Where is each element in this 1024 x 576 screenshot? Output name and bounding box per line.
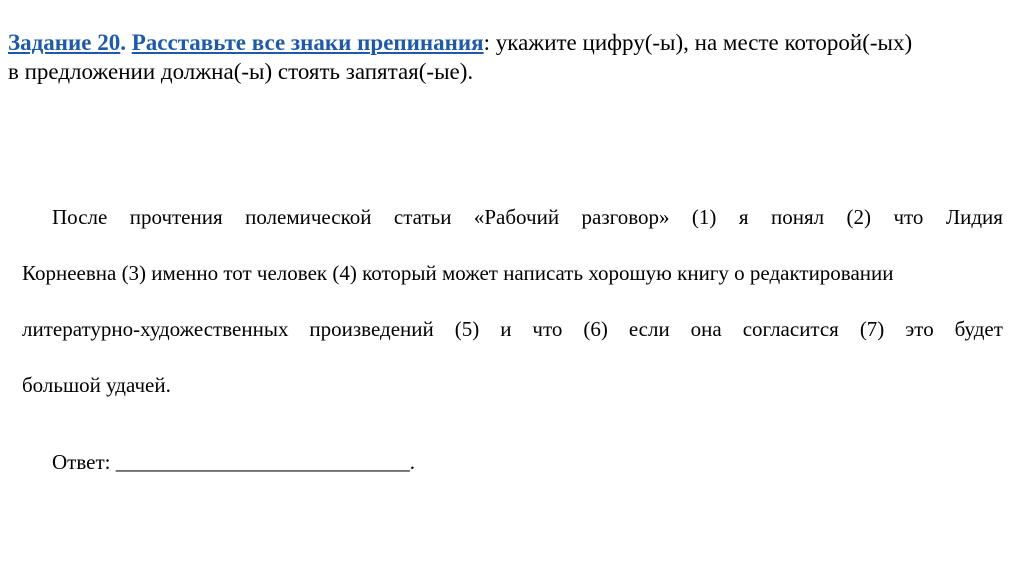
sentence-line-3 [22, 311, 1003, 367]
sentence-line-1-word: я [738, 205, 749, 229]
sentence-line-3-word: согласится [742, 317, 839, 341]
sentence-line-3-word: произведений [309, 317, 434, 341]
answer-row [52, 444, 415, 480]
sentence-line-1-word: Лидия [945, 205, 1003, 229]
header-line-2: в предложении должна(-ы) стоять запятая(-ые). [8, 59, 474, 84]
sentence-line-3-word: это [905, 317, 934, 341]
header-line-1 [8, 28, 1018, 57]
task-header [8, 28, 1018, 86]
sentence-line-1-word: прочтения [129, 205, 223, 229]
sentence-line-3-word: будет [954, 317, 1003, 341]
sentence-line-1-word: статьи [393, 205, 452, 229]
task-sentence [22, 199, 1003, 423]
sentence-line-1-word: понял [770, 205, 825, 229]
task-number-dot: . [120, 30, 126, 55]
instruction-link[interactable]: Расставьте все знаки препинания [131, 30, 484, 55]
sentence-line-2: Корнеевна (3) именно тот человек (4) который может написать хорошую книгу о редактировании [22, 261, 894, 285]
sentence-line-3-word: если [628, 317, 670, 341]
task-number-link[interactable]: Задание 20 [8, 30, 121, 55]
sentence-line-4: большой удачей. [22, 373, 171, 397]
sentence-line-3-word: она [690, 317, 722, 341]
answer-blank[interactable]: ____________________________ [115, 450, 410, 474]
sentence-line-3-word: и [500, 317, 512, 341]
sentence-line-3-word: литературно-художественных [22, 317, 289, 341]
sentence-line-1-word: После [52, 205, 108, 229]
answer-label: Ответ: [52, 450, 111, 474]
sentence-line-3-word: (6) [583, 317, 608, 341]
sentence-line-1 [22, 199, 1003, 255]
sentence-line-1-word: «Рабочий [473, 205, 560, 229]
sentence-line-3-word: что [532, 317, 563, 341]
instruction-text: : укажите цифру(-ы), на месте которой(-ых) [483, 30, 913, 55]
sentence-line-3-word: (7) [859, 317, 885, 341]
answer-end: . [409, 450, 415, 474]
sentence-line-1-word: разговор» [581, 205, 670, 229]
sentence-line-1-word: что [893, 205, 924, 229]
sentence-line-1-word: (2) [846, 205, 872, 229]
sentence-line-3-word: (5) [454, 317, 480, 341]
sentence-line-1-word: полемической [245, 205, 372, 229]
sentence-line-1-word: (1) [691, 205, 717, 229]
